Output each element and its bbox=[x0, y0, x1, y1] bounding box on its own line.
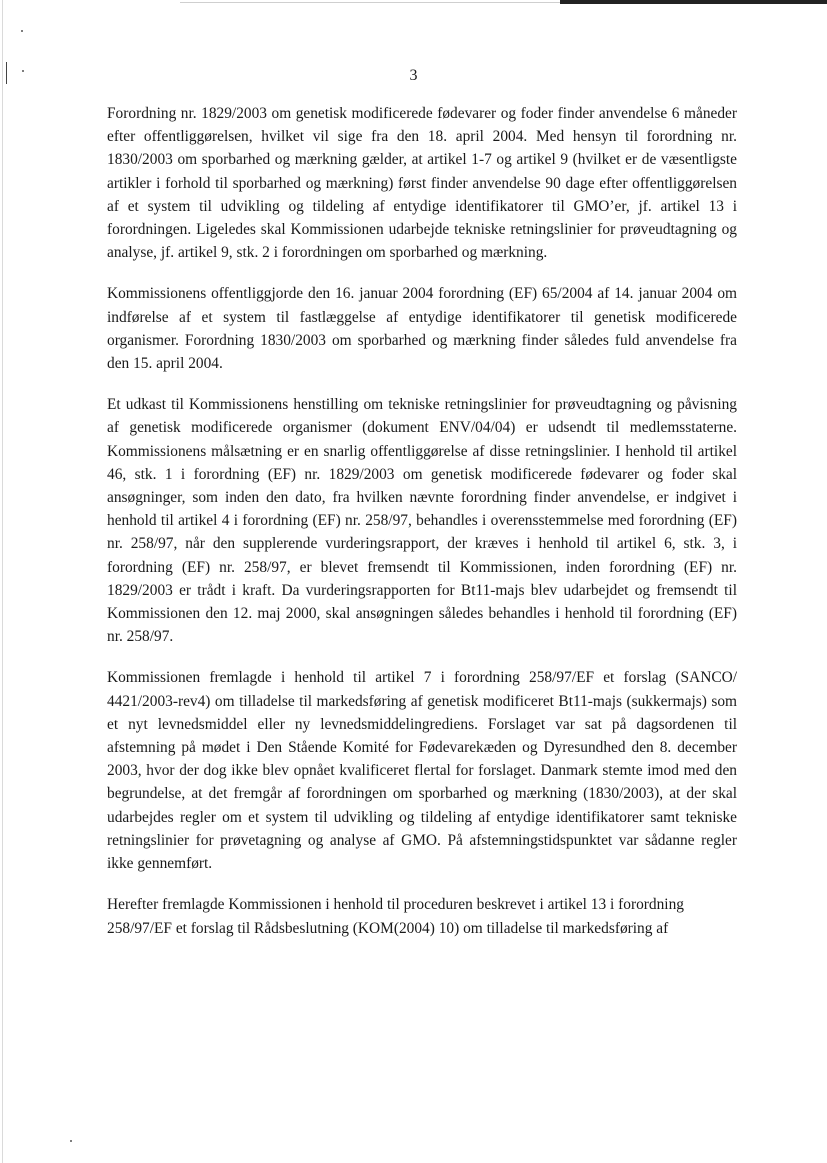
page-number: 3 bbox=[409, 67, 418, 84]
scan-edge-left bbox=[2, 0, 3, 1163]
paragraph-2: Kommissionens offentliggjorde den 16. januar 2004 forordning (EF) 65/2004 af 14. januar 2004 om indførelse af et system til fastlæggelse af entydige identifikatorer til genetisk modificerede organismer. Forordning 1830/2003 om sporbarhed og mærkning finder således fuld anvendelse fra den 15. april 2004. bbox=[107, 285, 737, 373]
document-body bbox=[107, 102, 737, 958]
scan-artifact-dot bbox=[70, 1140, 72, 1142]
scan-artifact-dot bbox=[21, 30, 23, 32]
paragraph-5: Herefter fremlagde Kommissionen i henhold til proceduren beskrevet i artikel 13 i forordning 258/97/EF et forslag til Rådsbeslutning (KOM(2004) 10) om tilladelse til markedsføring af bbox=[107, 896, 684, 937]
paragraph-4: Kommissionen fremlagde i henhold til artikel 7 i forordning 258/97/EF et forslag (SANCO/ 4421/2003-rev4) om tilladelse til markedsføring af genetisk modificeret Bt11-majs (sukkermajs) som et nyt levnedsmiddel eller ny levnedsmiddelingrediens. Forslaget var sat på dagsordenen til afstemning på mødet i Den Stående Komité for Fødevarekæden og Dyresundhed den 8. december 2003, hvor der dog ikke blev opnået kvalificeret flertal for forslaget. Danmark stemte imod med den begrundelse, at det fremgår af forordningen om sporbarhed og mærkning (1830/2003), at der skal udarbejdes regler om et system til udvikling og tildeling af entydige identifikatorer samt tekniske retningslinier for prøvetagning og analyse af GMO. På afstemningstidspunktet var sådanne regler ikke gennemført. bbox=[107, 669, 737, 873]
paragraph-1: Forordning nr. 1829/2003 om genetisk modificerede fødevarer og foder finder anvendelse 6 måneder efter offentliggørelsen, hvilket vil sige fra den 18. april 2004. Med hensyn til forordning nr. 1830/2003 om sporbarhed og mærkning gælder, at artikel 1-7 og artikel 9 (hvilket er de væsentligste artikler i forhold til sporbarhed og mærkning) først finder anvendelse 90 dage efter offentliggørelsen af et system til udvikling og tildeling af entydige identifikatorer til GMO’er, jf. artikel 13 i forordningen. Ligeledes skal Kommissionen udarbejde tekniske retningslinier for prøveudtagning og analyse, jf. artikel 9, stk. 2 i forordningen om sporbarhed og mærkning. bbox=[107, 105, 737, 262]
scan-edge-top bbox=[560, 0, 827, 4]
paragraph-3: Et udkast til Kommissionens henstilling om tekniske retningslinier for prøveudtagning og påvisning af genetisk modificerede organismer (dokument ENV/04/04) er udsendt til medlemsstaterne. Kommissionens målsætning er en snarlig offentliggørelse af disse retningslinier. I henhold til artikel 46, stk. 1 i forordning (EF) nr. 1829/2003 om genetisk modificerede fødevarer og foder skal ansøgninger, som inden den dato, fra hvilken nævnte forordning finder anvendelse, er indgivet i henhold til artikel 4 i forordning (EF) nr. 258/97, behandles i overensstemmelse med forordning (EF) nr. 258/97, når den supplerende vurderingsrapport, der kræves i henhold til artikel 6, stk. 3, i forordning (EF) nr. 258/97, er blevet fremsendt til Kommissionen, inden forordning (EF) nr. 1829/2003 er trådt i kraft. Da vurderingsrapporten for Bt11-majs blev udarbejdet og fremsendt til Kommissionen den 12. maj 2000, skal ansøgningen således behandles i henhold til forordning (EF) nr. 258/97. bbox=[107, 396, 737, 646]
scan-edge-line bbox=[180, 2, 560, 3]
